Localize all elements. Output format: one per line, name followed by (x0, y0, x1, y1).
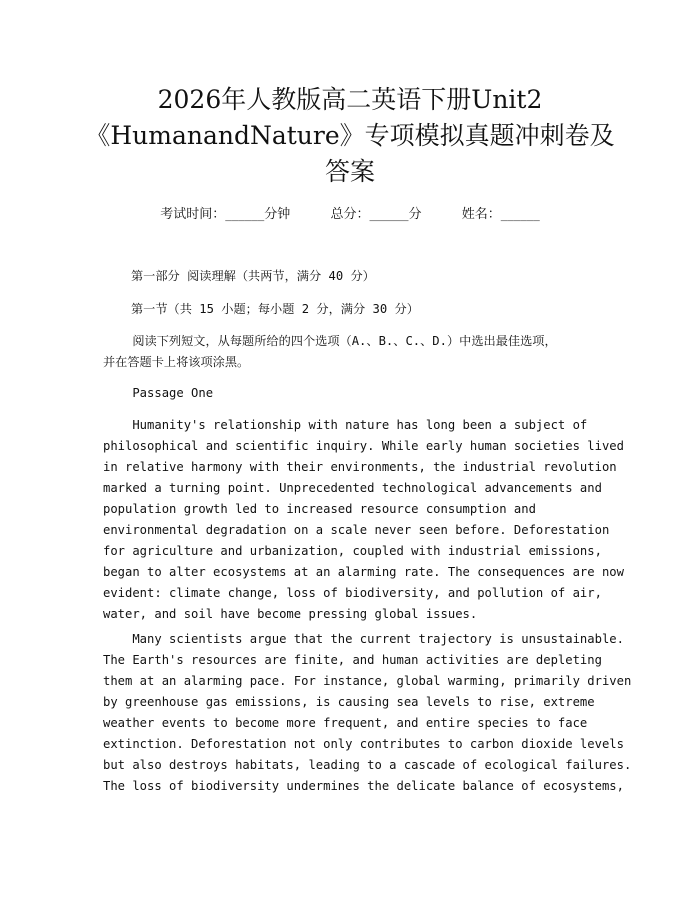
paragraph-line: Humanity's relationship with nature has long been a subject of (103, 418, 588, 432)
paragraph-line: philosophical and scientific inquiry. While early human societies lived (103, 439, 624, 453)
exam-info (0, 206, 700, 224)
paragraph-line: The Earth's resources are finite, and human activities are depleting (103, 653, 602, 667)
paragraph-line: weather events to become more frequent, and entire species to face (103, 716, 588, 730)
paragraph-line: by greenhouse gas emissions, is causing sea levels to rise, extreme (103, 695, 595, 709)
exam-score: 总分：______分 (330, 207, 422, 222)
exam-time: 考试时间：______分钟 (160, 207, 291, 222)
title-line-2: 《HumanandNature》专项模拟真题冲刺卷及 (85, 121, 615, 150)
paragraph-line: extinction. Deforestation not only contributes to carbon dioxide levels (103, 737, 624, 751)
paragraph-line: water, and soil have become pressing global issues. (103, 607, 478, 621)
paragraph-line: began to alter ecosystems at an alarming rate. The consequences are now (103, 565, 624, 579)
paragraph-line: marked a turning point. Unprecedented technological advancements and (103, 481, 602, 495)
paragraph-line: environmental degradation on a scale never seen before. Deforestation (103, 523, 610, 537)
paragraph-line: population growth led to increased resource consumption and (103, 502, 536, 516)
paragraph-line: but also destroys habitats, leading to a cascade of ecological failures. (103, 758, 632, 772)
paragraph-line: evident: climate change, loss of biodiversity, and pollution of air, (103, 586, 602, 600)
title-line-3: 答案 (324, 157, 375, 186)
instructions-line-2: 并在答题卡上将该项涂黑。 (103, 355, 250, 369)
part-heading: 第一部分 阅读理解（共两节，满分 40 分） (131, 269, 375, 283)
paragraph-line: in relative harmony with their environments, the industrial revolution (103, 460, 617, 474)
title-line-1: 2026年人教版高二英语下册Unit2 (157, 85, 543, 114)
paragraph-2 (103, 629, 632, 797)
paragraph-line: them at an alarming pace. For instance, global warming, primarily driven (103, 674, 632, 688)
instructions-line-1: 阅读下列短文，从每题所给的四个选项（A.、B.、C.、D.）中选出最佳选项， (103, 334, 557, 348)
section-heading: 第一节（共 15 小题；每小题 2 分，满分 30 分） (131, 302, 419, 316)
paragraph-line: Many scientists argue that the current trajectory is unsustainable. (103, 632, 624, 646)
paragraph-line: for agriculture and urbanization, coupled with industrial emissions, (103, 544, 602, 558)
document-title (70, 82, 630, 190)
exam-name: 姓名：______ (461, 207, 540, 222)
passage-label: Passage One (103, 386, 214, 400)
instructions (103, 331, 603, 373)
paragraph-line: The loss of biodiversity undermines the delicate balance of ecosystems, (103, 779, 624, 793)
paragraph-1 (103, 415, 624, 625)
